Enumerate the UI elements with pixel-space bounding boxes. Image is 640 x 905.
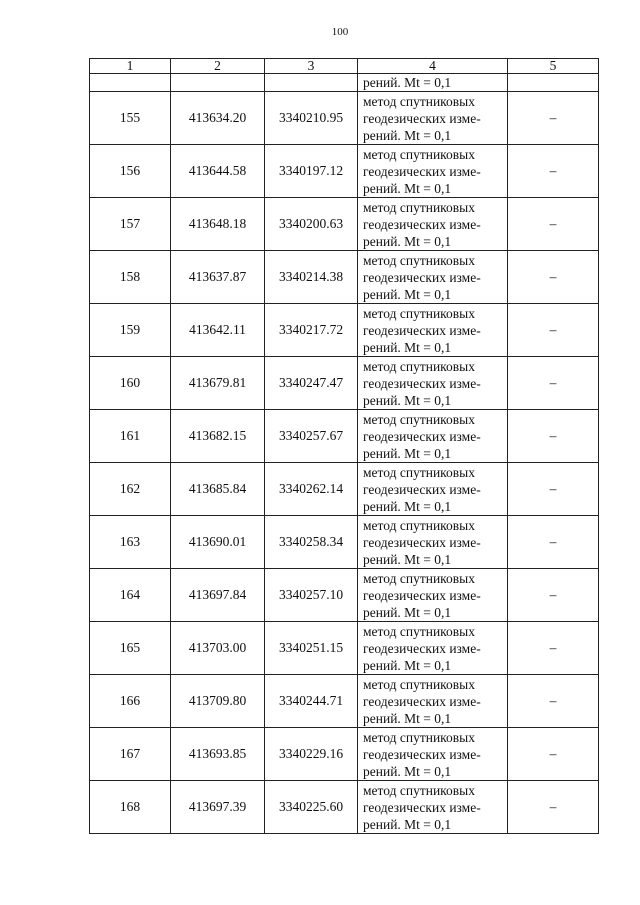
header-col-4: 4 (358, 59, 508, 74)
dash-cell: – (508, 781, 599, 834)
method-line: геодезических изме- (363, 799, 481, 815)
method-line: метод спутниковых (363, 782, 475, 798)
table-row (90, 728, 599, 781)
page-number: 100 (331, 26, 349, 38)
method-line: метод спутниковых (363, 199, 475, 215)
coordinate-y: 3340251.15 (265, 622, 358, 675)
method-description (358, 728, 508, 781)
header-col-5: 5 (508, 59, 599, 74)
coordinate-x: 413703.00 (171, 622, 265, 675)
coordinate-x: 413693.85 (171, 728, 265, 781)
coordinate-x: 413709.80 (171, 675, 265, 728)
header-col-1: 1 (90, 59, 171, 74)
coordinate-y: 3340262.14 (265, 463, 358, 516)
dash-cell: – (508, 569, 599, 622)
table-row (90, 463, 599, 516)
coordinate-y: 3340200.63 (265, 198, 358, 251)
table-row (90, 622, 599, 675)
continuation-cell-1 (90, 74, 171, 92)
point-number: 159 (90, 304, 171, 357)
method-line: метод спутниковых (363, 729, 475, 745)
method-line: метод спутниковых (363, 623, 475, 639)
dash-cell: – (508, 251, 599, 304)
point-number: 161 (90, 410, 171, 463)
coordinate-x: 413697.84 (171, 569, 265, 622)
dash-cell: – (508, 410, 599, 463)
method-line: метод спутниковых (363, 464, 475, 480)
point-number: 167 (90, 728, 171, 781)
method-description (358, 569, 508, 622)
method-line: метод спутниковых (363, 93, 475, 109)
method-description (358, 463, 508, 516)
coordinate-x: 413682.15 (171, 410, 265, 463)
method-line: геодезических изме- (363, 375, 481, 391)
table-row (90, 675, 599, 728)
method-line: рений. Mt = 0,1 (363, 445, 452, 461)
method-line: геодезических изме- (363, 481, 481, 497)
coordinate-y: 3340258.34 (265, 516, 358, 569)
table-row (90, 145, 599, 198)
table-row (90, 781, 599, 834)
method-line: геодезических изме- (363, 693, 481, 709)
method-line: рений. Mt = 0,1 (363, 180, 452, 196)
table-row (90, 410, 599, 463)
method-description (358, 198, 508, 251)
method-line: рений. Mt = 0,1 (363, 816, 452, 832)
method-line: рений. Mt = 0,1 (363, 763, 452, 779)
dash-cell: – (508, 463, 599, 516)
coordinate-x: 413637.87 (171, 251, 265, 304)
method-description (358, 622, 508, 675)
table-row (90, 516, 599, 569)
dash-cell: – (508, 92, 599, 145)
method-line: геодезических изме- (363, 587, 481, 603)
method-line: геодезических изме- (363, 640, 481, 656)
coordinate-x: 413634.20 (171, 92, 265, 145)
method-line: геодезических изме- (363, 163, 481, 179)
method-description (358, 251, 508, 304)
coordinate-y: 3340257.67 (265, 410, 358, 463)
method-line: рений. Mt = 0,1 (363, 286, 452, 302)
method-line: рений. Mt = 0,1 (363, 710, 452, 726)
coordinate-x: 413679.81 (171, 357, 265, 410)
method-description (358, 516, 508, 569)
coordinate-x: 413648.18 (171, 198, 265, 251)
coordinate-y: 3340244.71 (265, 675, 358, 728)
method-line: геодезических изме- (363, 216, 481, 232)
method-description (358, 410, 508, 463)
continuation-cell-2 (171, 74, 265, 92)
coordinate-y: 3340214.38 (265, 251, 358, 304)
point-number: 162 (90, 463, 171, 516)
method-line: рений. Mt = 0,1 (363, 233, 452, 249)
point-number: 166 (90, 675, 171, 728)
method-line: метод спутниковых (363, 411, 475, 427)
header-col-3: 3 (265, 59, 358, 74)
method-description (358, 304, 508, 357)
method-line: геодезических изме- (363, 322, 481, 338)
method-line: рений. Mt = 0,1 (363, 392, 452, 408)
continuation-method: рений. Mt = 0,1 (358, 74, 508, 92)
table-row (90, 92, 599, 145)
method-line: рений. Mt = 0,1 (363, 604, 452, 620)
method-line: геодезических изме- (363, 746, 481, 762)
method-line: рений. Mt = 0,1 (363, 498, 452, 514)
table-row (90, 304, 599, 357)
method-line: геодезических изме- (363, 110, 481, 126)
method-line: метод спутниковых (363, 252, 475, 268)
header-col-2: 2 (171, 59, 265, 74)
method-description (358, 357, 508, 410)
coordinate-x: 413642.11 (171, 304, 265, 357)
method-description (358, 781, 508, 834)
continuation-row (90, 74, 599, 92)
coordinate-y: 3340197.12 (265, 145, 358, 198)
coordinate-x: 413644.58 (171, 145, 265, 198)
dash-cell: – (508, 357, 599, 410)
point-number: 156 (90, 145, 171, 198)
table-row (90, 569, 599, 622)
method-line: рений. Mt = 0,1 (363, 657, 452, 673)
dash-cell: – (508, 198, 599, 251)
table-row (90, 251, 599, 304)
method-line: метод спутниковых (363, 676, 475, 692)
point-number: 158 (90, 251, 171, 304)
point-number: 164 (90, 569, 171, 622)
method-line: рений. Mt = 0,1 (363, 551, 452, 567)
coordinate-x: 413697.39 (171, 781, 265, 834)
dash-cell: – (508, 675, 599, 728)
table-row (90, 198, 599, 251)
coordinate-y: 3340229.16 (265, 728, 358, 781)
dash-cell: – (508, 622, 599, 675)
method-line: геодезических изме- (363, 269, 481, 285)
point-number: 160 (90, 357, 171, 410)
point-number: 155 (90, 92, 171, 145)
coordinate-y: 3340225.60 (265, 781, 358, 834)
dash-cell: – (508, 516, 599, 569)
method-line: геодезических изме- (363, 534, 481, 550)
coordinate-x: 413685.84 (171, 463, 265, 516)
point-number: 168 (90, 781, 171, 834)
coordinate-y: 3340247.47 (265, 357, 358, 410)
table-header-row (90, 59, 599, 74)
table-body (90, 74, 599, 834)
table-row (90, 357, 599, 410)
dash-cell: – (508, 145, 599, 198)
dash-cell: – (508, 304, 599, 357)
coordinate-x: 413690.01 (171, 516, 265, 569)
point-number: 157 (90, 198, 171, 251)
method-line: метод спутниковых (363, 146, 475, 162)
coordinate-y: 3340257.10 (265, 569, 358, 622)
method-description (358, 675, 508, 728)
dash-cell: – (508, 728, 599, 781)
coordinate-y: 3340217.72 (265, 304, 358, 357)
method-description (358, 92, 508, 145)
method-line: метод спутниковых (363, 305, 475, 321)
method-line: геодезических изме- (363, 428, 481, 444)
method-line: метод спутниковых (363, 517, 475, 533)
method-description (358, 145, 508, 198)
method-line: метод спутниковых (363, 358, 475, 374)
continuation-cell-3 (265, 74, 358, 92)
method-line: метод спутниковых (363, 570, 475, 586)
continuation-cell-5 (508, 74, 599, 92)
method-line: рений. Mt = 0,1 (363, 127, 452, 143)
coordinate-y: 3340210.95 (265, 92, 358, 145)
method-line: рений. Mt = 0,1 (363, 339, 452, 355)
coordinates-table (89, 58, 599, 834)
point-number: 163 (90, 516, 171, 569)
point-number: 165 (90, 622, 171, 675)
